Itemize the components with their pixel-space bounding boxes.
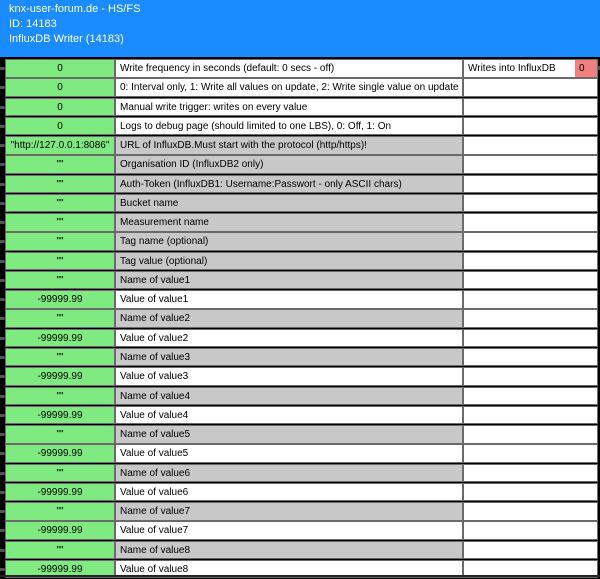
output-cell-empty	[463, 136, 598, 155]
input-value-cell[interactable]: -99999.99	[5, 483, 115, 502]
output-cell-empty	[463, 213, 598, 232]
output-cell-empty	[463, 155, 598, 174]
input-row	[0, 136, 600, 155]
input-description: Name of value8	[115, 541, 463, 560]
input-value-cell[interactable]: -99999.99	[5, 290, 115, 309]
input-value-cell[interactable]: ""	[5, 309, 115, 328]
input-row	[0, 271, 600, 290]
output-cell-empty	[463, 483, 598, 502]
output-cell-empty	[463, 252, 598, 271]
input-description: Name of value5	[115, 425, 463, 444]
input-description: Bucket name	[115, 194, 463, 213]
input-value-cell[interactable]: ""	[5, 541, 115, 560]
output-cell-empty	[463, 309, 598, 328]
input-description: Value of value6	[115, 483, 463, 502]
input-row	[0, 117, 600, 136]
input-description: Measurement name	[115, 213, 463, 232]
input-row	[0, 444, 600, 463]
input-description: Name of value2	[115, 309, 463, 328]
input-value-cell[interactable]: "http://127.0.0.1:8086"	[5, 136, 115, 155]
output-cell-empty	[463, 464, 598, 483]
input-description: Value of value4	[115, 406, 463, 425]
input-row	[0, 194, 600, 213]
output-cell-empty	[463, 117, 598, 136]
output-cell-empty	[463, 271, 598, 290]
input-value-cell[interactable]: ""	[5, 252, 115, 271]
output-cell-empty	[463, 444, 598, 463]
input-row	[0, 348, 600, 367]
input-description: Value of value3	[115, 367, 463, 386]
input-value-cell[interactable]: -99999.99	[5, 560, 115, 579]
input-row	[0, 309, 600, 328]
input-value-cell[interactable]: -99999.99	[5, 521, 115, 540]
input-value-cell[interactable]: ""	[5, 348, 115, 367]
output-cell-empty	[463, 387, 598, 406]
input-description: Name of value7	[115, 502, 463, 521]
input-row	[0, 78, 600, 97]
input-row	[0, 521, 600, 540]
input-description: Value of value8	[115, 560, 463, 579]
input-description: Value of value1	[115, 290, 463, 309]
input-value-cell[interactable]: ""	[5, 155, 115, 174]
input-row	[0, 252, 600, 271]
input-value-cell[interactable]: ""	[5, 271, 115, 290]
module-id: ID: 14183	[9, 18, 57, 30]
output-cell-empty	[463, 290, 598, 309]
input-description: Name of value1	[115, 271, 463, 290]
input-row	[0, 98, 600, 117]
output-cell-empty	[463, 175, 598, 194]
input-description: Auth-Token (InfluxDB1: Username:Passwort - only ASCII chars)	[115, 175, 463, 194]
input-row	[0, 387, 600, 406]
output-cell-empty	[463, 78, 598, 97]
input-row	[0, 541, 600, 560]
input-row	[0, 155, 600, 174]
output-cell-empty	[463, 541, 598, 560]
output-cell-empty	[463, 502, 598, 521]
input-value-cell[interactable]: 0	[5, 59, 115, 78]
input-list	[0, 59, 600, 579]
input-row	[0, 59, 600, 78]
output-cell-empty	[463, 521, 598, 540]
input-value-cell[interactable]: ""	[5, 213, 115, 232]
input-value-cell[interactable]: ""	[5, 464, 115, 483]
input-value-cell[interactable]: ""	[5, 425, 115, 444]
input-description: Name of value3	[115, 348, 463, 367]
input-row	[0, 329, 600, 348]
input-row	[0, 232, 600, 251]
input-value-cell[interactable]: -99999.99	[5, 367, 115, 386]
output-cell-empty	[463, 194, 598, 213]
input-row	[0, 483, 600, 502]
input-description: Organisation ID (InfluxDB2 only)	[115, 155, 463, 174]
input-value-cell[interactable]: 0	[5, 117, 115, 136]
input-row	[0, 406, 600, 425]
output-cell-empty	[463, 232, 598, 251]
input-value-cell[interactable]: ""	[5, 175, 115, 194]
input-description: Tag value (optional)	[115, 252, 463, 271]
input-row	[0, 175, 600, 194]
input-description: 0: Interval only, 1: Write all values on update, 2: Write single value on update	[115, 78, 463, 97]
input-value-cell[interactable]: ""	[5, 194, 115, 213]
input-description: Value of value2	[115, 329, 463, 348]
input-value-cell[interactable]: ""	[5, 502, 115, 521]
input-description: Value of value7	[115, 521, 463, 540]
module-name: InfluxDB Writer (14183)	[9, 33, 124, 45]
input-description: Logs to debug page (should limited to one LBS), 0: Off, 1: On	[115, 117, 463, 136]
output-value[interactable]: 0	[575, 60, 597, 77]
input-value-cell[interactable]: ""	[5, 387, 115, 406]
output-cell-empty	[463, 406, 598, 425]
input-value-cell[interactable]: -99999.99	[5, 406, 115, 425]
input-description: URL of InfluxDB.Must start with the protocol (http/https)!	[115, 136, 463, 155]
input-row	[0, 290, 600, 309]
input-row	[0, 213, 600, 232]
output-cell-empty	[463, 367, 598, 386]
input-description: Tag name (optional)	[115, 232, 463, 251]
input-row	[0, 502, 600, 521]
output-cell-empty	[463, 98, 598, 117]
input-description: Manual write trigger: writes on every value	[115, 98, 463, 117]
output-cell-empty	[463, 348, 598, 367]
input-value-cell[interactable]: -99999.99	[5, 329, 115, 348]
input-description: Write frequency in seconds (default: 0 secs - off)	[115, 59, 463, 78]
output-cell-empty	[463, 329, 598, 348]
input-description: Name of value6	[115, 464, 463, 483]
input-row	[0, 367, 600, 386]
input-row	[0, 464, 600, 483]
input-value-cell[interactable]: -99999.99	[5, 444, 115, 463]
output-label: Writes into InfluxDB	[468, 63, 556, 74]
input-description: Value of value5	[115, 444, 463, 463]
forum-title: knx-user-forum.de - HS/FS	[9, 3, 141, 15]
input-value-cell[interactable]: 0	[5, 78, 115, 97]
input-value-cell[interactable]: 0	[5, 98, 115, 117]
module-header	[0, 0, 600, 57]
output-cell	[463, 59, 598, 78]
input-row	[0, 425, 600, 444]
input-description: Name of value4	[115, 387, 463, 406]
input-value-cell[interactable]: ""	[5, 232, 115, 251]
output-cell-empty	[463, 425, 598, 444]
